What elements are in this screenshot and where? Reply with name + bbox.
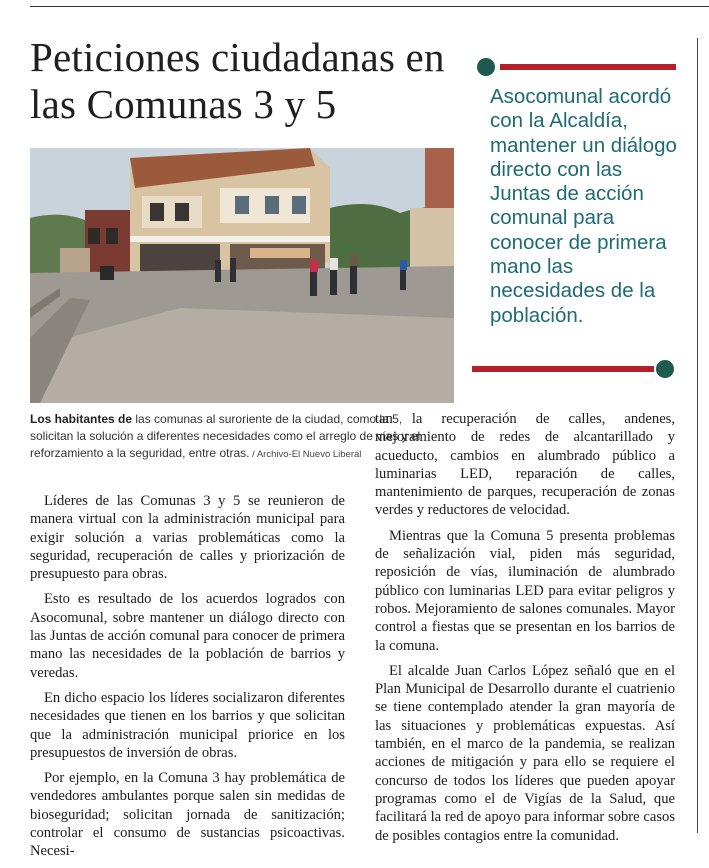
- paragraph: Mientras que la Comuna 5 presenta problemas de señalización vial, piden más seguridad, reposición de vías, iluminación de alumbrado público con luminarias LED para evitar peligros y robos. Mejoramiento de salones comunales. Mayor control a fiestas que se presentan en los barrios de la comuna.: [375, 527, 675, 654]
- paragraph: En dicho espacio los líderes socializaron diferentes necesidades que tienen en los barrios y que solicitan que la administración municipal priorice en los presupuestos de inversión de obras.: [30, 689, 345, 761]
- pullquote-bottom-bar: [472, 366, 654, 372]
- paragraph: Por ejemplo, en la Comuna 3 hay problemática de vendedores ambulantes porque salen sin medidas de bioseguridad; solicitan jornada de sanitización; controlar el consumo de sustancias psicoactivas. Necesi-: [30, 770, 345, 860]
- headline: Peticiones ciudadanas en las Comunas 3 y 5: [30, 34, 445, 127]
- pullquote-top-dot: [477, 58, 495, 76]
- paragraph: tan la recuperación de calles, andenes, mejoramiento de redes de alcantarillado y acueducto, cambios en alumbrado público a luminarias LED, reparación de calles, mantenimiento de parques, recuperación de zonas verdes y reductores de velocidad.: [375, 411, 675, 519]
- street-photo-illustration: [30, 148, 454, 403]
- column-divider: [697, 38, 698, 833]
- street-photo: [30, 148, 454, 403]
- article-column-left: [30, 492, 345, 868]
- caption-text: las comunas al suroriente de la ciudad, como la 5, solicitan la solución a diferentes necesidades como el arreglo de vías y el reforzamiento a la seguridad, entre otras.: [30, 412, 421, 460]
- article-column-right: [375, 410, 675, 852]
- photo-credit: / Archivo-El Nuevo Liberal: [249, 449, 362, 460]
- paragraph: Esto es resultado de los acuerdos logrados con Asocomunal, sobre mantener un diálogo directo con las Juntas de acción comunal para conocer de primera mano las necesidades de la población de barrios y veredas.: [30, 591, 345, 681]
- pullquote-bottom-dot: [656, 360, 674, 378]
- caption-lead: Los habitantes de: [30, 412, 133, 426]
- pullquote-text: Asocomunal acordó con la Alcaldía, mantener un diálogo directo con las Juntas de acción comunal para conocer de primera mano las necesidades de la población.: [490, 85, 677, 327]
- pullquote-box: [472, 55, 682, 385]
- pullquote-top-bar: [500, 64, 676, 70]
- paragraph: El alcalde Juan Carlos López señaló que en el Plan Municipal de Desarrollo durante el cuatrienio se tiene contemplado atender la gran mayoría de las situaciones y problemáticas expuestas. Así también, en el marco de la pandemia, se realizan acciones de mitigación y para ello se requiere el concurso de todos los líderes que pueden apoyar programas como el de Vigías de la Salud, que facilitará la red de apoyo para informar sobre casos de posibles contagios entre la comunidad.: [375, 662, 675, 844]
- paragraph: Líderes de las Comunas 3 y 5 se reunieron de manera virtual con la administración municipal para exigir solución a varias problemáticas como la seguridad, recuperación de calles y priorización de presupuesto para obras.: [30, 493, 345, 583]
- top-divider: [30, 6, 709, 7]
